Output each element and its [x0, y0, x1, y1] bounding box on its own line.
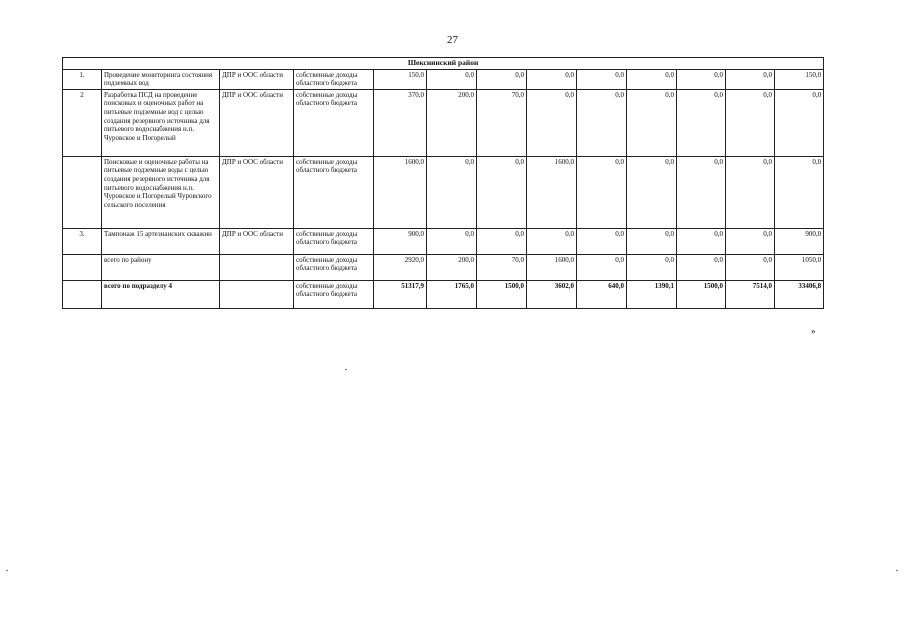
amount-cell: 0,0: [527, 228, 577, 254]
amount-cell: 0,0: [726, 254, 775, 280]
scan-speck: [6, 570, 8, 571]
executor-cell: [220, 280, 294, 308]
amount-cell: 0,0: [775, 156, 824, 228]
amount-cell: 0,0: [577, 156, 627, 228]
amount-cell: 0,0: [477, 156, 527, 228]
amount-cell: 150,0: [775, 69, 824, 89]
amount-cell: 0,0: [677, 228, 726, 254]
scan-speck: [345, 369, 347, 370]
amount-cell: 51317,9: [374, 280, 427, 308]
district-header-row: [63, 58, 824, 70]
table-row: [63, 280, 824, 308]
amount-cell: 370,0: [374, 89, 427, 156]
amount-cell: 0,0: [726, 69, 775, 89]
amount-cell: 150,0: [374, 69, 427, 89]
amount-cell: 0,0: [726, 89, 775, 156]
amount-cell: 0,0: [726, 156, 775, 228]
scan-speck: [896, 570, 898, 571]
executor-cell: [220, 254, 294, 280]
amount-cell: 70,0: [477, 89, 527, 156]
amount-cell: 0,0: [627, 69, 677, 89]
amount-cell: 0,0: [627, 228, 677, 254]
funding-source-cell: собственные доходы областного бюджета: [294, 69, 374, 89]
amount-cell: 0,0: [677, 89, 726, 156]
amount-cell: 0,0: [677, 69, 726, 89]
amount-cell: 900,0: [374, 228, 427, 254]
amount-cell: 1600,0: [527, 254, 577, 280]
amount-cell: 200,0: [427, 254, 477, 280]
funding-source-cell: собственные доходы областного бюджета: [294, 89, 374, 156]
funding-source-cell: собственные доходы областного бюджета: [294, 254, 374, 280]
amount-cell: 0,0: [627, 156, 677, 228]
amount-cell: 200,0: [427, 89, 477, 156]
executor-cell: ДПР и ООС области: [220, 156, 294, 228]
amount-cell: 0,0: [527, 69, 577, 89]
funding-source-cell: собственные доходы областного бюджета: [294, 280, 374, 308]
executor-cell: ДПР и ООС области: [220, 69, 294, 89]
row-number-cell: [63, 254, 102, 280]
amount-cell: 70,0: [477, 254, 527, 280]
amount-cell: 1390,1: [627, 280, 677, 308]
amount-cell: 0,0: [726, 228, 775, 254]
budget-table: [62, 57, 824, 309]
row-number-cell: 3.: [63, 228, 102, 254]
row-number-cell: 2: [63, 89, 102, 156]
closing-quote-mark: »: [811, 326, 816, 336]
amount-cell: 0,0: [677, 156, 726, 228]
table-row: [63, 89, 824, 156]
amount-cell: 1765,0: [427, 280, 477, 308]
row-number-cell: 1.: [63, 69, 102, 89]
amount-cell: 0,0: [477, 69, 527, 89]
row-number-cell: [63, 280, 102, 308]
amount-cell: 0,0: [677, 254, 726, 280]
amount-cell: 1600,0: [374, 156, 427, 228]
amount-cell: 0,0: [775, 89, 824, 156]
amount-cell: 0,0: [527, 89, 577, 156]
amount-cell: 3602,0: [527, 280, 577, 308]
amount-cell: 1050,0: [775, 254, 824, 280]
amount-cell: 640,0: [577, 280, 627, 308]
amount-cell: 0,0: [577, 69, 627, 89]
amount-cell: 0,0: [577, 254, 627, 280]
page-number: 27: [447, 34, 458, 46]
table-row: [63, 156, 824, 228]
amount-cell: 33406,8: [775, 280, 824, 308]
amount-cell: 0,0: [427, 228, 477, 254]
amount-cell: 900,0: [775, 228, 824, 254]
measure-name-cell: Проведение мониторинга состояния подземных вод: [102, 69, 220, 89]
amount-cell: 1600,0: [527, 156, 577, 228]
amount-cell: 1500,0: [477, 280, 527, 308]
measure-name-cell: Поисковые и оценочные работы на питьевые подземные воды с целью создания резервного источника для питьевого водоснабжения н.п. Чуровское и Погорелый Чуровского сельского поселения: [102, 156, 220, 228]
executor-cell: ДПР и ООС области: [220, 89, 294, 156]
amount-cell: 1500,0: [677, 280, 726, 308]
measure-name-cell: Разработка ПСД на проведение поисковых и оценочных работ на питьевые подземные вод с целью создания резервного источника для питьевого водоснабжения н.п. Чуровское и Погорелый: [102, 89, 220, 156]
table-row: [63, 254, 824, 280]
amount-cell: 0,0: [427, 156, 477, 228]
table-row: [63, 69, 824, 89]
district-name: Шекснинский район: [63, 58, 824, 70]
measure-name-cell: Тампонаж 15 артезианских скважин: [102, 228, 220, 254]
amount-cell: 0,0: [627, 254, 677, 280]
amount-cell: 2920,0: [374, 254, 427, 280]
measure-name-cell: всего по району: [102, 254, 220, 280]
executor-cell: ДПР и ООС области: [220, 228, 294, 254]
amount-cell: 0,0: [477, 228, 527, 254]
amount-cell: 0,0: [577, 228, 627, 254]
amount-cell: 0,0: [627, 89, 677, 156]
measure-name-cell: всего по подразделу 4: [102, 280, 220, 308]
funding-source-cell: собственные доходы областного бюджета: [294, 156, 374, 228]
row-number-cell: [63, 156, 102, 228]
amount-cell: 0,0: [427, 69, 477, 89]
amount-cell: 7514,0: [726, 280, 775, 308]
amount-cell: 0,0: [577, 89, 627, 156]
funding-source-cell: собственные доходы областного бюджета: [294, 228, 374, 254]
table-row: [63, 228, 824, 254]
